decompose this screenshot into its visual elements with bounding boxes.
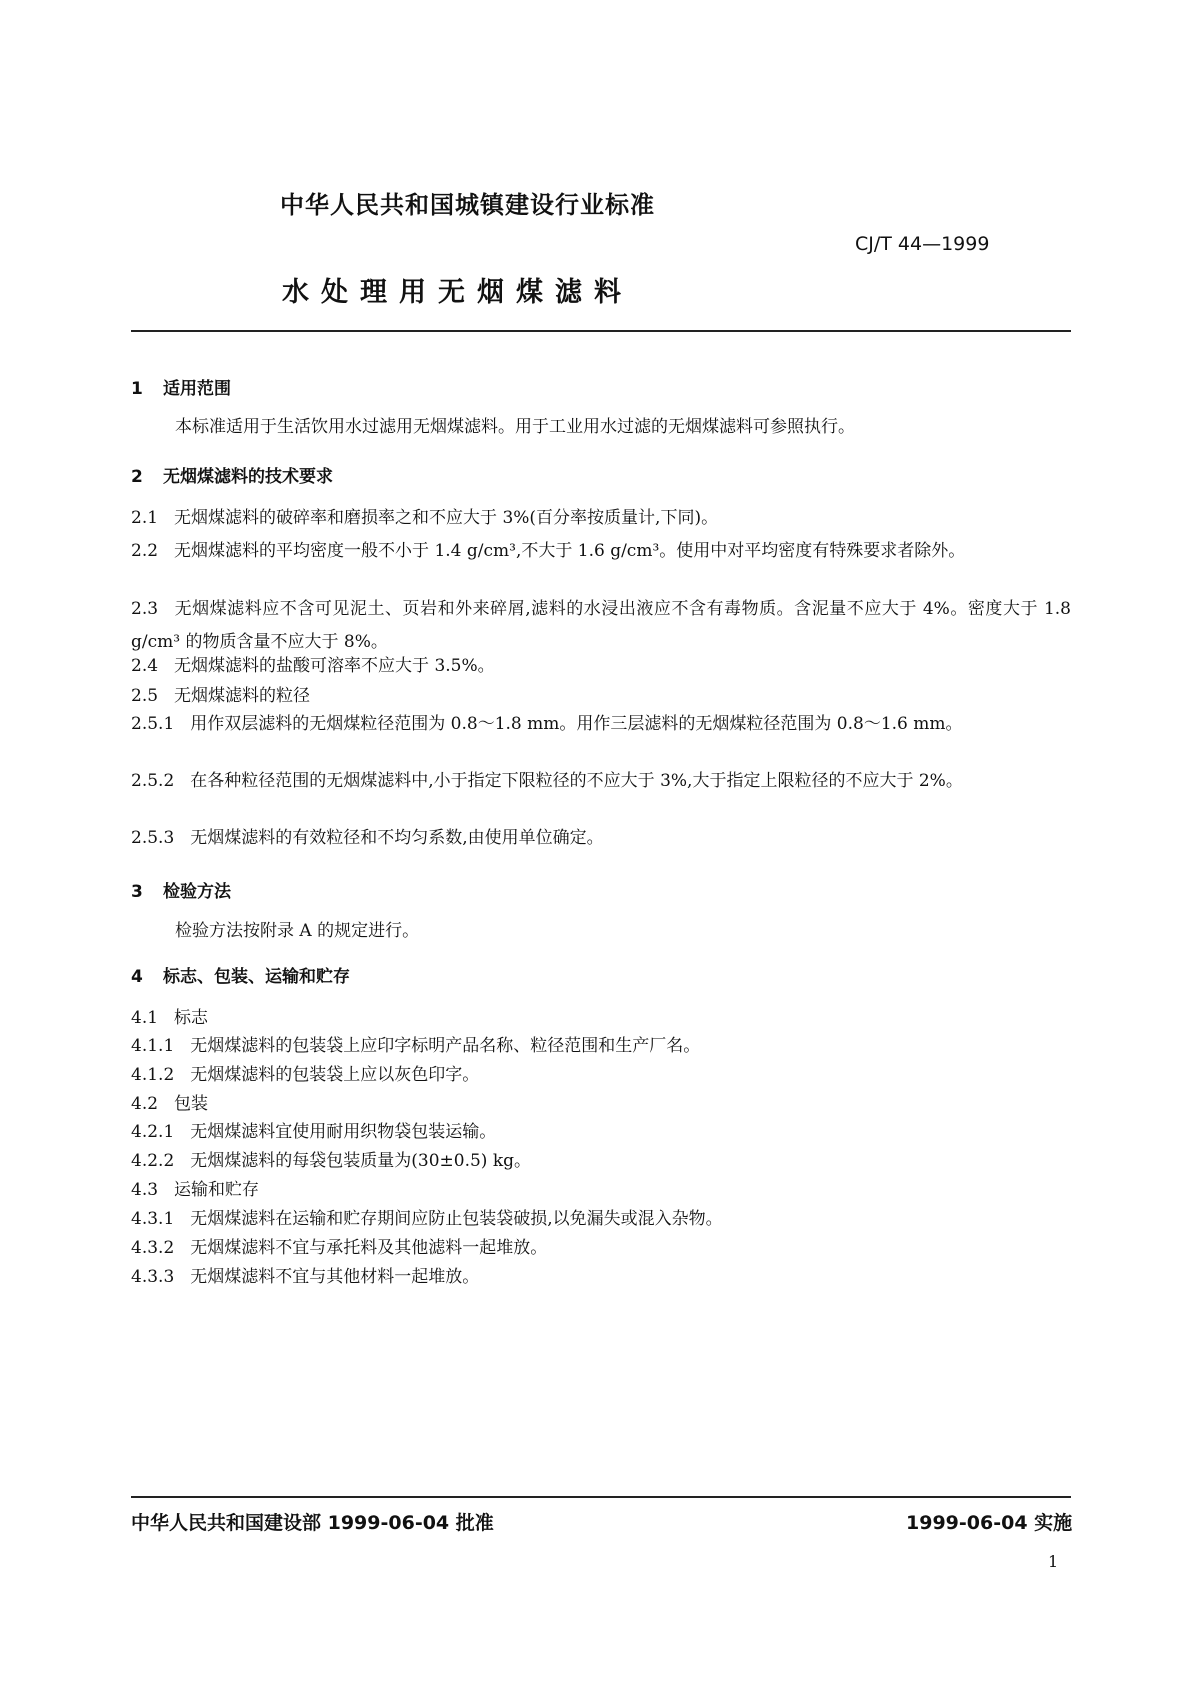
- section-number: 3: [131, 882, 143, 902]
- clause-text: 无烟煤滤料的盐酸可溶率不应大于 3.5%。: [174, 656, 495, 676]
- section-number: 4: [131, 967, 143, 987]
- clause-text: 无烟煤滤料不宜与承托料及其他滤料一起堆放。: [190, 1238, 548, 1258]
- clause-number: 4.3.3: [131, 1267, 175, 1287]
- clause-number: 2.2: [131, 541, 159, 561]
- section-3-body: 检验方法按附录 A 的规定进行。: [175, 921, 420, 941]
- clause-text: 无烟煤滤料的包装袋上应以灰色印字。: [190, 1065, 480, 1085]
- standard-category: 中华人民共和国城镇建设行业标准: [280, 191, 655, 219]
- section-heading-4: [131, 962, 350, 987]
- clause-text: 无烟煤滤料的平均密度一般不小于 1.4 g/cm³,不大于 1.6 g/cm³。使用中对平均密度有特殊要求者除外。: [174, 541, 966, 561]
- clause-text: 包装: [174, 1094, 209, 1114]
- clause-number: 4.1: [131, 1008, 159, 1028]
- section-title: 检验方法: [163, 882, 231, 902]
- header-divider: [131, 330, 1071, 332]
- clause-number: 4.3: [131, 1180, 159, 1200]
- clause-number: 2.5.1: [131, 714, 175, 734]
- standard-code: CJ/T 44—1999: [855, 233, 990, 255]
- page-number: 1: [1048, 1552, 1059, 1571]
- clause-text: 在各种粒径范围的无烟煤滤料中,小于指定下限粒径的不应大于 3%,大于指定上限粒径的不应大于 2%。: [190, 771, 963, 791]
- clause-2-5-1: [131, 708, 1071, 741]
- clause-text: 无烟煤滤料的粒径: [174, 686, 311, 706]
- clause-number: 4.1.1: [131, 1036, 175, 1056]
- section-heading-3: [131, 877, 231, 902]
- clause-text: 无烟煤滤料宜使用耐用织物袋包装运输。: [190, 1122, 497, 1142]
- clause-number: 2.5: [131, 686, 159, 706]
- clause-text: 无烟煤滤料的有效粒径和不均匀系数,由使用单位确定。: [190, 828, 604, 848]
- section-1-body: 本标准适用于生活饮用水过滤用无烟煤滤料。用于工业用水过滤的无烟煤滤料可参照执行。: [175, 417, 855, 437]
- clause-2-1: [131, 502, 1071, 535]
- clause-text: 无烟煤滤料应不含可见泥土、页岩和外来碎屑,滤料的水浸出液应不含有毒物质。含泥量不应大于 4%。密度大于 1.8 g/cm³ 的物质含量不应大于 8%。: [131, 599, 1071, 652]
- effective-date: 1999-06-04 实施: [906, 1512, 1073, 1534]
- clause-2-5-2: [131, 765, 1071, 798]
- clause-number: 4.2.1: [131, 1122, 175, 1142]
- section-heading-1: [131, 374, 231, 399]
- clause-2-5-3: [131, 822, 1071, 855]
- clause-text: 无烟煤滤料的包装袋上应印字标明产品名称、粒径范围和生产厂名。: [190, 1036, 701, 1056]
- section-number: 1: [131, 379, 143, 399]
- clause-2-4: [131, 650, 1071, 683]
- clause-text: 无烟煤滤料的破碎率和磨损率之和不应大于 3%(百分率按质量计,下同)。: [174, 508, 719, 528]
- footer-divider: [131, 1496, 1071, 1498]
- clause-text: 标志: [174, 1008, 209, 1028]
- clause-text: 运输和贮存: [174, 1180, 260, 1200]
- clause-number: 4.3.1: [131, 1209, 175, 1229]
- section-title: 无烟煤滤料的技术要求: [163, 467, 333, 487]
- clause-number: 4.1.2: [131, 1065, 175, 1085]
- clause-number: 4.2: [131, 1094, 159, 1114]
- clause-number: 2.4: [131, 656, 159, 676]
- clause-text: 无烟煤滤料不宜与其他材料一起堆放。: [190, 1267, 480, 1287]
- section-number: 2: [131, 467, 143, 487]
- clause-number: 2.3: [131, 599, 159, 619]
- document-title: 水处理用无烟煤滤料: [282, 277, 633, 308]
- clause-number: 2.5.2: [131, 771, 175, 791]
- approval-statement: 中华人民共和国建设部 1999-06-04 批准: [131, 1512, 494, 1534]
- clause-number: 4.3.2: [131, 1238, 175, 1258]
- clause-number: 2.1: [131, 508, 159, 528]
- section-heading-2: [131, 462, 333, 487]
- clause-number: 2.5.3: [131, 828, 175, 848]
- clause-text: 无烟煤滤料的每袋包装质量为(30±0.5) kg。: [190, 1151, 532, 1171]
- clause-4-3-3: [131, 1261, 1071, 1294]
- clause-text: 用作双层滤料的无烟煤粒径范围为 0.8～1.8 mm。用作三层滤料的无烟煤粒径范围为 0.8～1.6 mm。: [190, 714, 963, 734]
- section-title: 适用范围: [163, 379, 231, 399]
- section-title: 标志、包装、运输和贮存: [163, 967, 350, 987]
- clause-text: 无烟煤滤料在运输和贮存期间应防止包装袋破损,以免漏失或混入杂物。: [190, 1209, 723, 1229]
- clause-2-2: [131, 535, 1071, 568]
- clause-number: 4.2.2: [131, 1151, 175, 1171]
